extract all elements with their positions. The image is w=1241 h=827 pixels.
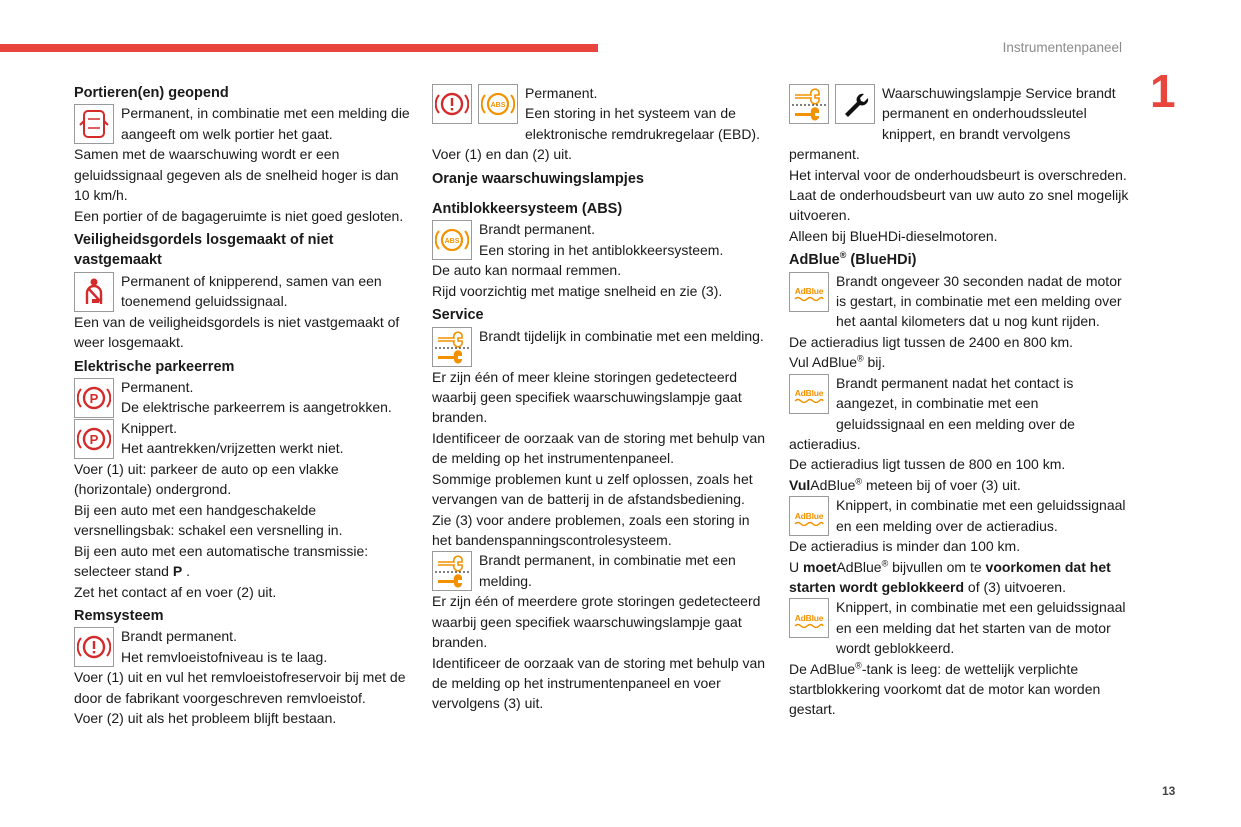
adblue-1-action: Vul AdBlue® bij. bbox=[789, 353, 886, 371]
maintenance-key-icon bbox=[835, 84, 875, 124]
adblue-heading: AdBlue® (BlueHDi) bbox=[789, 250, 917, 269]
column-2 bbox=[432, 83, 772, 714]
seatbelt-icon bbox=[74, 272, 114, 312]
door-open-icon bbox=[74, 104, 114, 144]
abs-line-1: Brandt permanent. bbox=[479, 221, 595, 238]
adblue-2-action: VulAdBlue® meteen bij of voer (3) uit. bbox=[789, 476, 1021, 493]
service-text-2: Identificeer de oorzaak van de storing met behulp van de melding op het instrumentenpaneel. bbox=[432, 429, 766, 467]
belts-text-1: Een van de veiligheidsgordels is niet vastgemaakt of weer losgemaakt. bbox=[74, 313, 400, 351]
abs-line-2: Een storing in het antiblokkeersysteem. bbox=[479, 241, 724, 258]
adblue-1-text: Brandt ongeveer 30 seconden nadat de motor is gestart, in combinatie met een melding over het aantal kilometers dat u nog kunt rijden. bbox=[836, 272, 1122, 330]
adblue-4-info: De AdBlue®-tank is leeg: de wettelijk verplichte startblokkering voorkomt dat de motor kan worden gestart. bbox=[789, 659, 1101, 718]
parking-brake-icon bbox=[74, 378, 114, 418]
service-wrench-icon bbox=[432, 327, 472, 367]
adblue-4-text: Knippert, in combinatie met een geluidssignaal en een melding dat het starten van de motor wordt geblokkeerd. bbox=[836, 599, 1126, 657]
adblue-3-text: Knippert, in combinatie met een geluidssignaal en een melding over de actieradius. bbox=[836, 497, 1126, 534]
abs-heading: Antiblokkeersysteem (ABS) bbox=[432, 201, 623, 218]
svg-text:ABS: ABS bbox=[444, 238, 460, 246]
header-accent-bar bbox=[0, 44, 598, 52]
parking-brake-flashing-icon bbox=[74, 419, 114, 459]
orange-lamps-heading: Oranje waarschuwingslampjes bbox=[432, 170, 644, 187]
abs-icon-ebd bbox=[478, 84, 518, 124]
svg-text:P: P bbox=[89, 432, 99, 448]
column-3 bbox=[789, 83, 1129, 720]
doors-heading: Portieren(en) geopend bbox=[74, 85, 229, 101]
service-heading: Service bbox=[432, 307, 484, 324]
ebd-text-1: Een storing in het systeem van de elektronische remdrukregelaar (EBD). bbox=[525, 105, 760, 142]
brakes-text-2: Voer (2) uit als het probleem blijft bestaan. bbox=[74, 710, 337, 727]
service-text-4: Zie (3) voor andere problemen, zoals een storing in het bandenspanningscontrolesysteem. bbox=[432, 511, 750, 548]
service-key-text-2: Laat de onderhoudsbeurt van uw auto zo snel mogelijk uitvoeren. bbox=[789, 187, 1129, 224]
svg-text:ABS: ABS bbox=[490, 102, 506, 109]
section-title: Instrumentenpaneel bbox=[1002, 40, 1122, 55]
adblue-3-range: De actieradius is minder dan 100 km. bbox=[789, 538, 1021, 555]
adblue-3-action: U moetAdBlue® bijvullen om te voorkomen dat het starten wordt geblokkeerd of (3) uitvoeren. bbox=[789, 557, 1111, 595]
service-wrench-icon-3 bbox=[789, 84, 829, 124]
parking-permanent: Permanent. bbox=[121, 379, 194, 396]
doors-icon-text: Permanent, in combinatie met een melding die aangeeft om welk portier het gaat. bbox=[121, 105, 410, 142]
ebd-text-2: Voer (1) en dan (2) uit. bbox=[432, 146, 573, 163]
brake-warning-icon-ebd bbox=[432, 84, 472, 124]
adblue-2-text: Brandt permanent nadat het contact is aangezet, in combinatie met een geluidssignaal en een melding over de actieradius. bbox=[789, 374, 1075, 452]
adblue-1-range: De actieradius ligt tussen de 2400 en 800 km. bbox=[789, 333, 1074, 350]
brakes-line-1: Brandt permanent. bbox=[121, 628, 237, 645]
adblue-2-range: De actieradius ligt tussen de 800 en 100 km. bbox=[789, 456, 1066, 473]
belts-icon-text: Permanent of knipperend, samen van een toenemend geluidssignaal. bbox=[121, 272, 382, 310]
parking-text-1: Voer (1) uit: parkeer de auto op een vlakke (horizontale) ondergrond. bbox=[74, 461, 339, 498]
abs-text-1: De auto kan normaal remmen. bbox=[432, 262, 622, 279]
adblue-icon-4: AdBlue bbox=[789, 598, 829, 638]
service-text-1: Er zijn één of meer kleine storingen gedetecteerd waarbij geen specifiek waarschuwingslampje gaat branden. bbox=[432, 368, 742, 426]
brakes-heading: Remsysteem bbox=[74, 607, 164, 624]
service-text-6: Identificeer de oorzaak van de storing met behulp van de melding op het instrumentenpaneel en voer vervolgens (3) uit. bbox=[432, 654, 766, 712]
page-number: 13 bbox=[1162, 784, 1176, 798]
service-key-text-3: Alleen bij BlueHDi-dieselmotoren. bbox=[789, 227, 998, 244]
parking-applied: De elektrische parkeerrem is aangetrokken. bbox=[121, 399, 392, 416]
service-text-3: Sommige problemen kunt u zelf oplossen, zoals het vervangen van de batterij in de afstandsbediening. bbox=[432, 470, 753, 508]
adblue-icon-3: AdBlue bbox=[789, 496, 829, 536]
parking-flashing: Knippert. bbox=[121, 419, 178, 436]
parking-text-3: Bij een auto met een automatische transmissie: selecteer stand P . bbox=[74, 542, 369, 580]
service-text-5: Er zijn één of meerdere grote storingen gedetecteerd waarbij geen specifiek waarschuwingslampje gaat branden. bbox=[432, 593, 761, 651]
ebd-line-1: Permanent. bbox=[525, 85, 598, 101]
service-key-icon-text: Waarschuwingslampje Service brandt permanent en onderhoudssleutel knippert, en brandt vervolgens permanent. bbox=[789, 85, 1116, 163]
column-1 bbox=[74, 83, 410, 729]
adblue-icon: AdBlue bbox=[789, 272, 829, 312]
svg-text:P: P bbox=[89, 391, 99, 407]
doors-text-2: Een portier of de bagageruimte is niet goed gesloten. bbox=[74, 207, 404, 224]
chapter-number: 1 bbox=[1150, 65, 1176, 117]
abs-text-2: Rijd voorzichtig met matige snelheid en zie (3). bbox=[432, 282, 723, 299]
service-icon-text-1: Brandt tijdelijk in combinatie met een melding. bbox=[479, 327, 764, 344]
abs-icon bbox=[432, 220, 472, 260]
service-icon-text-2: Brandt permanent, in combinatie met een melding. bbox=[479, 552, 736, 589]
brakes-line-2: Het remvloeistofniveau is te laag. bbox=[121, 648, 328, 665]
belts-heading: Veiligheidsgordels losgemaakt of niet vastgemaakt bbox=[74, 232, 334, 269]
service-key-text-1: Het interval voor de onderhoudsbeurt is overschreden. bbox=[789, 166, 1127, 183]
parking-text-4: Zet het contact af en voer (2) uit. bbox=[74, 583, 277, 600]
brake-warning-icon bbox=[74, 627, 114, 667]
parking-fault: Het aantrekken/vrijzetten werkt niet. bbox=[121, 440, 344, 457]
service-wrench-icon-2 bbox=[432, 551, 472, 591]
parking-text-2: Bij een auto met een handgeschakelde versnellingsbak: schakel een versnelling in. bbox=[74, 501, 343, 539]
doors-text-1: Samen met de waarschuwing wordt er een geluidssignaal gegeven als de snelheid hoger is dan 10 km/h. bbox=[74, 146, 399, 204]
brakes-text-1: Voer (1) uit en vul het remvloeistofreservoir bij met de door de fabrikant voorgeschreven remvloeistof. bbox=[74, 669, 406, 706]
parking-brake-heading: Elektrische parkeerrem bbox=[74, 358, 235, 375]
adblue-icon-2: AdBlue bbox=[789, 374, 829, 414]
